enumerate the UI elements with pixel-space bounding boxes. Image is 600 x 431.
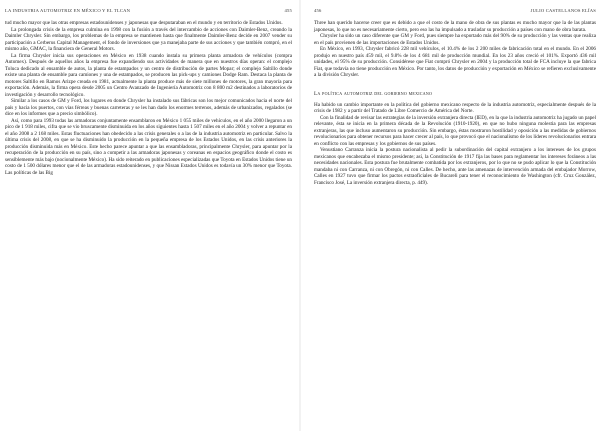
- right-page-number: 456: [314, 8, 322, 13]
- left-running-title: LA INDUSTRIA AUTOMOTRIZ EN MÉXICO Y EL TLCAN: [5, 8, 131, 13]
- right-paragraph-4: Ha habido un cambio importante en la política del gobierno mexicano respecto de la industria automotriz, especialmente después de la crisis de 1982 y a partir del Tratado de Libre Comercio de América del Norte.: [314, 101, 596, 115]
- right-paragraph-5: Con la finalidad de revisar las estrategias de la inversión extranjera directa (IED), en la que la industria automotriz ha jugado un papel relevante, ésta se inicia en la primera década de la Revolución (1910-1920), en que no hubo ninguna molestia para las empresas extranjeras, las que incluso aumentaron su producción. Sin embargo, éstas mostraron hostilidad y oposición a las medidas de gobiernos revolucionarios para obtener recursos para hacer crecer al país, lo que provocó que el nacionalismo de los líderes revolucionarios entrara en conflicto con las empresas y los gobiernos de sus países.: [314, 114, 596, 147]
- left-paragraph-5: Así, como para 1993 todas las armadoras conjuntamente ensamblaron en México 1 055 miles de vehículos, en el año 2000 llegaron a un pico de 1 918 miles, cifra que se vio bruscamente disminuida en los años siguientes hasta 1 507 miles en el año 2004 y volver a repuntar en el año 2008 a 2 168 miles. Estas fluctuaciones han obedecido a las crisis generales o a las de la industria automotriz en particular. Salvo la última crisis del 2008, en que se ha disminuido la producción en la pequeña empresa de los Estados Unidos, en las crisis anteriores la producción disminuida más en México. Este hecho parece apuntar a que las ensambladoras, principalmente Chrysler, para apuntar por la recuperación de la producción en su país, sino a competir a las armadoras japonesas y coreanas en espacios geográfico donde el costo es sensiblemente más bajo (nocionalmente México). Ha sido reiterado en publicaciones especializadas que Toyota en Estados Unidos tiene un costo de 1 500 dólares menor que el de las armadoras estadounidenses, y que Nissan Estados Unidos es todavía un 30% menor que Toyota. Las políticas de las Big: [5, 117, 292, 176]
- right-page: [300, 0, 600, 431]
- left-page-header: [5, 8, 292, 13]
- right-paragraph-3: En México, en 1993, Chrysler fabricó 228 mil vehículos, el 10.4% de los 2 200 miles de fabricación total en el mundo. En el 2006 produjo en nuestro país 459 mil, el 9.8% de los 4 681 mil de producción mundial. En los 23 años creció el 101%. Exportó 436 mil unidades, el 95% de su producción. Considérese que Fiat compró Chrysler en 2004 y la producción total de FCA incluye la que fabrica Fiat, que todavía no tiene producción en México. Por tanto, los datos de producción y exportación en México se refieren exclusivamente a la división Chrysler.: [314, 46, 596, 79]
- right-paragraph-2: Chrysler ha sido un caso diferente que GM y Ford, pues siempre ha exportado más del 90% de su producción y las ventas que realiza en el país provienen de las importaciones de Estados Unidos.: [314, 33, 596, 46]
- left-paragraph-4: Similar a los casos de GM y Ford, los lugares en donde Chrysler ha instalado sus fábricas son los mejor comunicados hacia el norte del país y hacia los puertos, con vías férreas y buenas carreteras y se les han dado los enormes terrenos, además de urbanizados, regalados (se dice en los informes que a precio simbólico).: [5, 98, 292, 118]
- right-paragraph-6: Venustiano Carranza inicia la postura nacionalista al pedir la subordinación del capital extranjero a los intereses de los grupos mexicanos que encabezaba el mismo presidente; así, la Constitución de 1917 fija las bases para reglamentar los intereses foráneos a las necesidades nacionales. Esta postura fue brutalmente combatida por los extranjeros, por lo que no se pudo aplicar lo que la Constitución mandaba ni con Carranza, ni con Obregón, ni con Calles. De hecho, ante las amenazas de intervención armada del embajador Morrow, Calles en 1927 tuvo que firmar los pactos extraoficiales de Bucareli para tener el reconocimiento de Washington (cfr. Cruz González, Francisco José, La inversión extranjera directa, p. 449).: [314, 147, 596, 186]
- left-paragraph-2: La prolongada crisis de la empresa culmina en 1998 con la fusión a través del intercambio de acciones con Daimler-Benz, creando la Daimler Chrysler. Sin embargo, los problemas de la empresa se mantienen hasta que finalmente Daimler-Benz decide en 2007 vender su participación a Cerberus Capital Management, el fondo de inversiones que ya manejaba parte de sus acciones y que también compró, en el mismo año, GMAC, la financiera de General Motors.: [5, 26, 292, 53]
- right-page-header: [314, 8, 596, 13]
- left-paragraph-1: tud mucho mayor que las otras empresas estadounidenses y japonesas que desputaraban en el mundo y en territorio de Estados Unidos.: [5, 20, 283, 26]
- right-page-body: [314, 20, 596, 186]
- left-page-number: 455: [284, 8, 292, 13]
- right-running-title: JULIO CASTELLANOS ELÍAS: [530, 8, 596, 13]
- left-paragraph-3: La firma Chrysler inicia sus operaciones en México en 1938 cuando instala su primera planta armadora de vehículos (compra Automex). Después de aquellos años la empresa fue expandiendo sus actividades de manera que en nuestros días operan: el complejo Toluca dedicado al ensamble de autos, la planta de estampados y un centro de distribución de partes Mopar; el complejo Saltillo donde existe una planta de ensamble para camiones y una de estampados, se producen las pick-ups y camiones Dodge Ram. Destaca la planta de motores Saltillo en Ramos Arizpe creada en 1981, actualmente la planta produce más de siete millones de motores, la gran mayoría para exportación. Además, la firma opera desde 2005 un Centro Avanzado de Ingeniería Automotriz con 8 800 m2 destinados a laboratorios de investigación y desarrollo tecnológico.: [5, 52, 292, 98]
- left-page-body: [5, 20, 292, 176]
- right-paragraph-1: Three han querido hacerse creer que es debido a que el costo de la mano de obra de sus plantas es mucho mayor que la de las plantas japonesas, lo que no es necesariamente cierto, pero eso las ha impulsado a trasladar su producción a países con mano de obra barata.: [314, 20, 596, 33]
- section-heading: La política automotriz del gobierno mexicano: [314, 90, 433, 97]
